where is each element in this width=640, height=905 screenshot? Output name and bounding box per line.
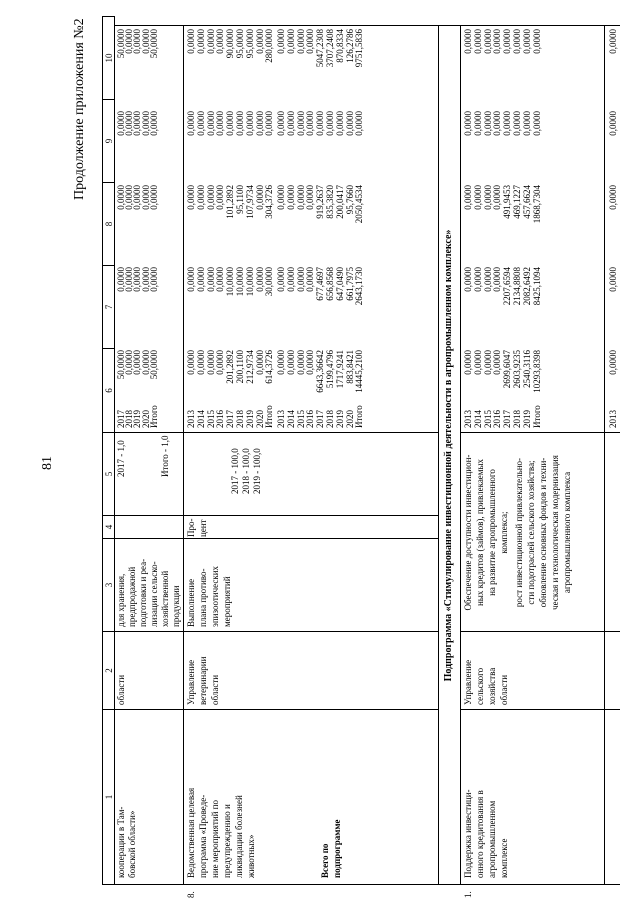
cell-text: 2017 - 100,0 xyxy=(230,448,240,494)
column-divider xyxy=(114,709,438,710)
value-cell: 0,0000 xyxy=(285,111,296,136)
cell-text: бовской области» xyxy=(127,810,137,878)
cell-text: Ведомственная целевая xyxy=(186,787,196,878)
value-cell: 0,0000 xyxy=(215,111,226,136)
continuation-caption: Продолжение приложения №2 xyxy=(72,18,87,200)
column-number: 6 xyxy=(103,349,115,433)
value-cell: 0,0000 xyxy=(492,185,503,210)
year-cell: Итого xyxy=(354,405,365,428)
value-cell: 614,3726 xyxy=(264,350,275,384)
value-cell: 201,2892 xyxy=(225,350,236,384)
value-cell: 0,0000 xyxy=(215,267,226,292)
value-cell: 647,0490 xyxy=(334,267,345,301)
value-cell: 9751,5836 xyxy=(354,29,365,68)
value-cell: 0,0000 xyxy=(463,185,473,210)
column-number: 10 xyxy=(103,17,115,100)
value-cell: 883,8421 xyxy=(344,350,355,384)
value-cell: 0,0000 xyxy=(116,185,126,210)
year-cell: 2018 xyxy=(235,410,245,428)
value-cell: 0,0000 xyxy=(482,185,493,210)
year-cell: Итого xyxy=(264,405,275,428)
year-cell: 2020 xyxy=(344,410,355,428)
value-cell: 200,0417 xyxy=(334,185,345,219)
value-cell: 0,0000 xyxy=(492,29,503,54)
year-cell: 2019 xyxy=(521,410,532,428)
year-cell: 2016 xyxy=(492,410,503,428)
value-cell: 50,0000 xyxy=(116,350,126,380)
cell-text: ние мероприятий по xyxy=(210,800,220,878)
value-cell: 2699,6047 xyxy=(502,350,513,389)
cell-text: комплекса; xyxy=(499,511,509,554)
column-number: 7 xyxy=(103,266,115,349)
column-number: 5 xyxy=(103,433,115,516)
value-cell: 0,0000 xyxy=(195,267,206,292)
cell-text: Про- xyxy=(186,518,196,537)
value-cell: 0,0000 xyxy=(124,29,135,54)
value-cell: 0,0000 xyxy=(482,29,493,54)
year-cell: 2015 xyxy=(482,410,493,428)
table-border xyxy=(114,25,620,26)
cell-text: для хранения, xyxy=(116,573,126,627)
value-cell: 0,0000 xyxy=(463,111,473,136)
year-cell: 2013 xyxy=(186,410,196,428)
value-cell: 0,0000 xyxy=(531,29,542,54)
cell-text: онного кредитования в xyxy=(475,790,485,878)
value-cell: 0,0000 xyxy=(325,111,335,136)
value-cell: 0,0000 xyxy=(472,29,483,54)
value-cell: 107,9734 xyxy=(244,185,255,219)
value-cell: 0,0000 xyxy=(276,185,286,210)
value-cell: 0,0000 xyxy=(285,29,296,54)
value-cell: 2207,6594 xyxy=(502,267,513,306)
value-cell: 8425,1094 xyxy=(531,267,542,306)
value-cell: 0,0000 xyxy=(608,267,618,292)
value-cell: 0,0000 xyxy=(148,267,159,292)
cell-text: Поддержка инвестици- xyxy=(463,789,473,878)
value-cell: 10293,8398 xyxy=(531,350,542,393)
value-cell: 0,0000 xyxy=(205,350,216,375)
cell-text: предупреждению и xyxy=(222,804,232,878)
column-divider xyxy=(114,515,438,516)
cell-text: плана противо- xyxy=(198,568,208,627)
cell-text: 2019 - 100,0 xyxy=(252,448,262,494)
value-cell: 0,0000 xyxy=(472,185,483,210)
year-cell: Итого xyxy=(148,405,159,428)
value-cell: 0,0000 xyxy=(608,111,618,136)
value-cell: 0,0000 xyxy=(254,29,265,54)
value-cell: 0,0000 xyxy=(492,350,503,375)
cell-text: хозяйства xyxy=(487,667,497,705)
value-cell: 491,9453 xyxy=(502,185,513,219)
value-cell: 0,0000 xyxy=(305,29,316,54)
value-cell: 5047,2308 xyxy=(315,29,326,68)
cell-text: программа «Проведе- xyxy=(198,794,208,878)
value-cell: 0,0000 xyxy=(305,111,316,136)
value-cell: 0,0000 xyxy=(521,29,532,54)
value-cell: 0,0000 xyxy=(608,29,618,54)
cell-text: комплексе xyxy=(499,838,509,878)
year-cell: 2017 xyxy=(225,410,236,428)
year-cell: 2020 xyxy=(254,410,265,428)
value-cell: 0,0000 xyxy=(285,185,296,210)
value-cell: 6643,36642 xyxy=(315,350,326,393)
value-cell: 0,0000 xyxy=(531,111,542,136)
value-cell: 0,0000 xyxy=(305,350,316,375)
cell-text: Всего по xyxy=(320,843,330,878)
value-cell: 0,0000 xyxy=(463,267,473,292)
value-cell: 0,0000 xyxy=(148,111,159,136)
year-cell: 2019 xyxy=(244,410,255,428)
row-number: 8. xyxy=(186,891,196,898)
value-cell: 0,0000 xyxy=(492,111,503,136)
value-cell: 0,0000 xyxy=(140,111,151,136)
row-divider xyxy=(460,26,461,885)
column-number: 3 xyxy=(103,539,115,632)
cell-text: сти подотраслей сельского хозяйства; xyxy=(526,460,536,605)
value-cell: 0,0000 xyxy=(225,111,236,136)
cell-text: Управление xyxy=(463,659,473,705)
cell-text: ветеринарии xyxy=(198,656,208,705)
column-number: 9 xyxy=(103,100,115,183)
value-cell: 0,0000 xyxy=(295,111,306,136)
value-cell: 0,0000 xyxy=(608,185,618,210)
value-cell: 0,0000 xyxy=(195,185,206,210)
year-cell: 2013 xyxy=(463,410,473,428)
year-cell: 2020 xyxy=(140,410,151,428)
cell-text: Итого - 1,0 xyxy=(160,435,170,477)
year-cell: 2016 xyxy=(305,410,316,428)
value-cell: 0,0000 xyxy=(215,29,226,54)
value-cell: 0,0000 xyxy=(205,111,216,136)
value-cell: 0,0000 xyxy=(463,350,473,375)
value-cell: 0,0000 xyxy=(482,111,493,136)
column-number: 8 xyxy=(103,183,115,266)
value-cell: 0,0000 xyxy=(124,185,135,210)
cell-text: продукции xyxy=(171,585,181,627)
year-cell: 2015 xyxy=(295,410,306,428)
cell-text: рост инвестиционной привлекательно- xyxy=(514,457,524,608)
value-cell: 0,0000 xyxy=(512,29,522,54)
value-cell: 870,8334 xyxy=(334,29,345,63)
column-number: 1 xyxy=(103,710,115,885)
value-cell: 10,0000 xyxy=(244,267,255,297)
value-cell: 0,0000 xyxy=(215,350,226,375)
year-cell: 2017 xyxy=(116,410,126,428)
column-number: 2 xyxy=(103,632,115,710)
value-cell: 0,0000 xyxy=(463,29,473,54)
subprogram-title: Подпрограмма «Стимулирование инвестиционной деятельности в агропромышленном комплексе» xyxy=(443,229,454,682)
value-cell: 10,0000 xyxy=(235,267,245,297)
value-cell: 0,0000 xyxy=(132,267,143,292)
value-cell: 2134,8808 xyxy=(512,267,522,306)
value-cell: 0,0000 xyxy=(186,111,196,136)
column-header-row xyxy=(102,16,115,885)
value-cell: 0,0000 xyxy=(186,350,196,375)
value-cell: 677,4697 xyxy=(315,267,326,301)
year-cell: 2013 xyxy=(608,410,618,428)
value-cell: 200,1100 xyxy=(235,350,245,384)
value-cell: 2050,4534 xyxy=(354,185,365,224)
value-cell: 0,0000 xyxy=(512,111,522,136)
cell-text: Выполнение xyxy=(186,578,196,627)
year-cell: 2018 xyxy=(325,410,335,428)
value-cell: 3707,2408 xyxy=(325,29,335,68)
year-cell: 2015 xyxy=(205,410,216,428)
row-divider xyxy=(183,26,184,885)
value-cell: 0,0000 xyxy=(124,350,135,375)
value-cell: 0,0000 xyxy=(140,350,151,375)
value-cell: 0,0000 xyxy=(305,185,316,210)
row-divider xyxy=(438,26,439,885)
value-cell: 0,0000 xyxy=(285,267,296,292)
value-cell: 212,9734 xyxy=(244,350,255,384)
year-cell: 2017 xyxy=(315,410,326,428)
value-cell: 0,0000 xyxy=(482,350,493,375)
cell-text: области xyxy=(499,674,509,705)
value-cell: 2603,9235 xyxy=(512,350,522,389)
year-cell: 2014 xyxy=(195,410,206,428)
cell-text: эпизоотических xyxy=(210,565,220,627)
value-cell: 90,0000 xyxy=(225,29,236,59)
value-cell: 0,0000 xyxy=(254,267,265,292)
value-cell: 0,0000 xyxy=(195,350,206,375)
value-cell: 0,0000 xyxy=(295,185,306,210)
cell-text: 2018 - 100,0 xyxy=(241,448,251,494)
value-cell: 0,0000 xyxy=(295,350,306,375)
value-cell: 50,0000 xyxy=(148,29,159,59)
value-cell: 0,0000 xyxy=(186,29,196,54)
cell-text: ных кредитов (займов), привлекаемых xyxy=(475,458,485,607)
value-cell: 661,7975 xyxy=(344,267,355,301)
value-cell: 95,7660 xyxy=(344,185,355,215)
cell-text: мероприятий xyxy=(222,576,232,627)
value-cell: 0,0000 xyxy=(124,267,135,292)
value-cell: 0,0000 xyxy=(502,111,513,136)
value-cell: 0,0000 xyxy=(116,267,126,292)
row-number: 1. xyxy=(463,891,473,898)
value-cell: 0,0000 xyxy=(276,111,286,136)
value-cell: 919,2637 xyxy=(315,185,326,219)
cell-text: агропромышленном xyxy=(487,800,497,878)
column-number: 4 xyxy=(103,516,115,539)
value-cell: 656,8568 xyxy=(325,267,335,301)
value-cell: 0,0000 xyxy=(276,29,286,54)
value-cell: 0,0000 xyxy=(305,267,316,292)
value-cell: 95,1100 xyxy=(235,185,245,214)
value-cell: 457,6624 xyxy=(521,185,532,219)
value-cell: 0,0000 xyxy=(186,267,196,292)
value-cell: 95,0000 xyxy=(244,29,255,59)
value-cell: 304,3726 xyxy=(264,185,275,219)
cell-text: Обеспечение доступности инвестицион- xyxy=(463,454,473,611)
cell-text: сельского xyxy=(475,667,485,705)
cell-text: цент xyxy=(198,519,208,537)
year-cell: 2018 xyxy=(512,410,522,428)
cell-text: ликвидации болезней xyxy=(234,795,244,878)
value-cell: 0,0000 xyxy=(195,29,206,54)
column-divider xyxy=(114,432,438,433)
value-cell: 0,0000 xyxy=(285,350,296,375)
value-cell: 0,0000 xyxy=(124,111,135,136)
value-cell: 0,0000 xyxy=(264,111,275,136)
value-cell: 95,0000 xyxy=(235,29,245,59)
cell-text: хозяйственной xyxy=(160,570,170,627)
value-cell: 0,0000 xyxy=(276,350,286,375)
value-cell: 2082,6492 xyxy=(521,267,532,306)
value-cell: 0,0000 xyxy=(276,267,286,292)
year-cell: 2014 xyxy=(472,410,483,428)
value-cell: 0,0000 xyxy=(140,267,151,292)
column-divider xyxy=(460,709,620,710)
value-cell: 0,0000 xyxy=(295,267,306,292)
value-cell: 0,0000 xyxy=(132,29,143,54)
cell-text: обновление основных фондов и техни- xyxy=(538,457,548,608)
value-cell: 0,0000 xyxy=(254,111,265,136)
year-cell: 2014 xyxy=(285,410,296,428)
cell-text: 2017 - 1,0 xyxy=(116,440,126,477)
year-cell: 2018 xyxy=(124,410,135,428)
value-cell: 30,0000 xyxy=(264,267,275,297)
year-cell: 2013 xyxy=(276,410,286,428)
value-cell: 0,0000 xyxy=(315,111,326,136)
column-divider xyxy=(114,631,438,632)
value-cell: 14445,2100 xyxy=(354,350,365,393)
value-cell: 280,0000 xyxy=(264,29,275,63)
value-cell: 0,0000 xyxy=(254,350,265,375)
value-cell: 0,0000 xyxy=(132,350,143,375)
value-cell: 835,3820 xyxy=(325,185,335,219)
value-cell: 2643,1730 xyxy=(354,267,365,306)
value-cell: 0,0000 xyxy=(254,185,265,210)
value-cell: 0,0000 xyxy=(502,29,513,54)
value-cell: 0,0000 xyxy=(205,29,216,54)
table-border xyxy=(114,884,620,885)
year-cell: Итого xyxy=(531,405,542,428)
value-cell: 50,0000 xyxy=(116,29,126,59)
value-cell: 5199,4796 xyxy=(325,350,335,389)
cell-text: на развитие агропромышленного xyxy=(487,469,497,596)
value-cell: 0,0000 xyxy=(140,29,151,54)
value-cell: 101,2892 xyxy=(225,185,236,219)
value-cell: 0,0000 xyxy=(344,111,355,136)
value-cell: 126,2786 xyxy=(344,29,355,63)
cell-text: предпродажной xyxy=(127,566,137,627)
cell-text: кооперации в Там- xyxy=(116,806,126,878)
value-cell: 0,0000 xyxy=(132,185,143,210)
value-cell: 0,0000 xyxy=(205,267,216,292)
value-cell: 0,0000 xyxy=(195,111,206,136)
value-cell: 0,0000 xyxy=(116,111,126,136)
value-cell: 0,0000 xyxy=(492,267,503,292)
value-cell: 1868,7304 xyxy=(531,185,542,224)
year-cell: 2016 xyxy=(215,410,226,428)
cell-text: подготовки и реа- xyxy=(138,558,148,627)
value-cell: 0,0000 xyxy=(472,111,483,136)
value-cell: 2540,3116 xyxy=(521,350,532,388)
value-cell: 0,0000 xyxy=(482,267,493,292)
cell-text: ческая и технологическая модернизация xyxy=(550,455,560,610)
value-cell: 0,0000 xyxy=(148,185,159,210)
value-cell: 0,0000 xyxy=(215,185,226,210)
value-cell: 0,0000 xyxy=(354,111,365,136)
cell-text: лизации сельско- xyxy=(149,561,159,627)
value-cell: 0,0000 xyxy=(132,111,143,136)
cell-text: животных» xyxy=(246,834,256,878)
value-cell: 0,0000 xyxy=(521,111,532,136)
year-cell: 2019 xyxy=(334,410,345,428)
cell-text: подпрограмме xyxy=(332,819,342,878)
value-cell: 0,0000 xyxy=(140,185,151,210)
cell-text: Управление xyxy=(186,659,196,705)
year-cell: 2019 xyxy=(132,410,143,428)
value-cell: 50,0000 xyxy=(148,350,159,380)
value-cell: 469,1227 xyxy=(512,185,522,219)
value-cell: 1717,9241 xyxy=(334,350,345,389)
value-cell: 0,0000 xyxy=(472,267,483,292)
page-number: 81 xyxy=(40,456,55,470)
value-cell: 0,0000 xyxy=(235,111,245,136)
value-cell: 0,0000 xyxy=(608,350,618,375)
value-cell: 0,0000 xyxy=(205,185,216,210)
cell-text: области xyxy=(116,674,126,705)
value-cell: 0,0000 xyxy=(244,111,255,136)
year-cell: 2017 xyxy=(502,410,513,428)
value-cell: 0,0000 xyxy=(334,111,345,136)
value-cell: 0,0000 xyxy=(472,350,483,375)
cell-text: агропромышленного комплекса xyxy=(562,471,572,594)
column-divider xyxy=(114,538,438,539)
row-divider xyxy=(604,26,605,885)
cell-text: области xyxy=(210,674,220,705)
value-cell: 10,0000 xyxy=(225,267,236,297)
value-cell: 0,0000 xyxy=(295,29,306,54)
value-cell: 0,0000 xyxy=(186,185,196,210)
